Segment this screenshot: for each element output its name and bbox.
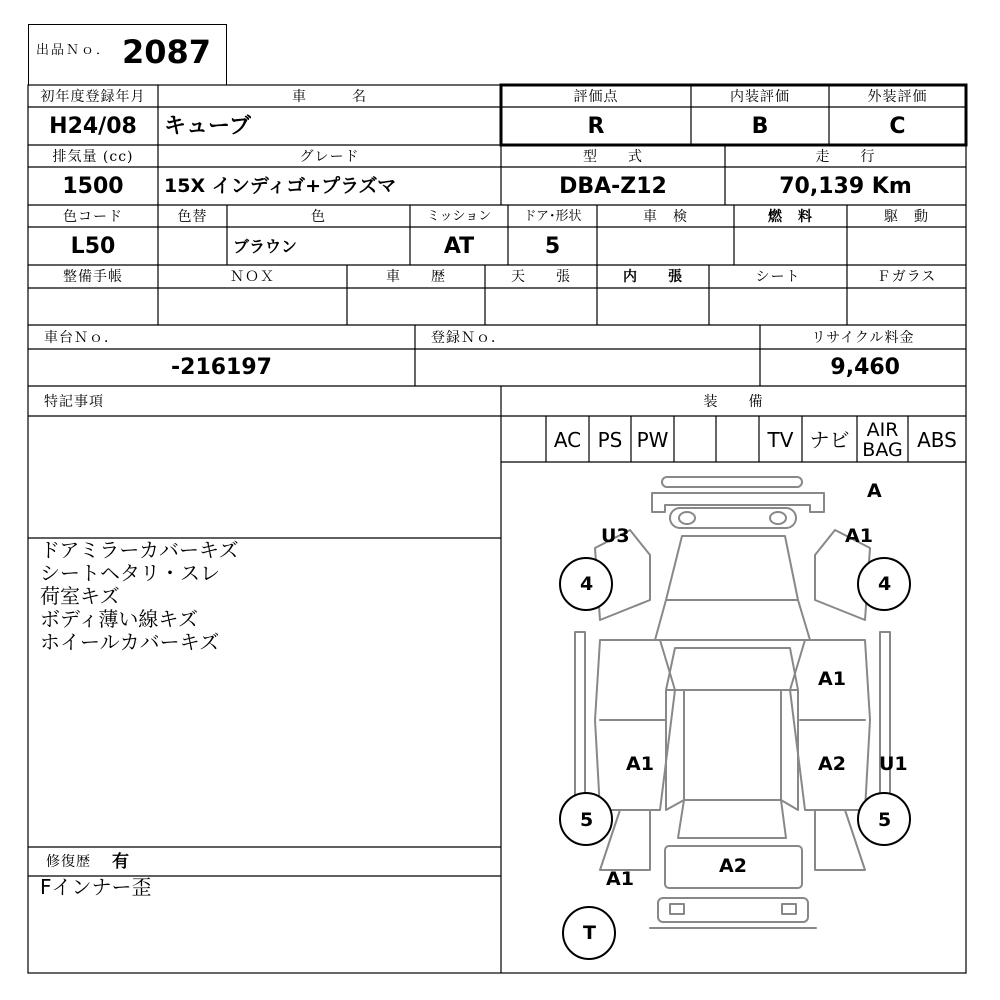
recycle-fee-label: リサイクル料金 (811, 329, 915, 346)
remark-item: ドアミラーカバーキズ (40, 538, 239, 562)
color-change-label: 色替 (177, 208, 208, 225)
recycle-fee-value: 9,460 (830, 355, 900, 380)
damage-front-right-fender: A1 (845, 525, 873, 547)
remark-item: ホイールカバーキズ (40, 630, 220, 654)
damage-spare-tire: T (583, 922, 596, 944)
equipment-ps: PS (597, 427, 623, 452)
car-name-label: 車 名 (292, 88, 367, 105)
drive-value (847, 228, 966, 265)
damage-right-rear-door: A2 (818, 753, 846, 775)
repair-history-label: 修復歴 (46, 854, 91, 870)
interior-trim-label: 内 張 (623, 269, 683, 285)
equipment-cell (501, 417, 546, 462)
interior-grade-value: B (751, 113, 769, 139)
color-code-value: L50 (70, 233, 116, 259)
vehicle-diagram (501, 462, 966, 973)
remark-item: シートヘタリ・スレ (40, 561, 220, 585)
mileage-value: 70,139 Km (779, 173, 912, 199)
seat-label: シート (755, 269, 801, 285)
equipment-pw: PW (636, 427, 669, 452)
nox-label: ＮＯＸ (230, 269, 275, 285)
vehicle-history-label: 車 歴 (386, 269, 446, 285)
grade-value: 15X インディゴ+プラズマ (164, 175, 397, 197)
score-label: 評価点 (573, 88, 619, 105)
model-code-value: DBA-Z12 (559, 173, 667, 199)
transmission-label: ミッション (426, 209, 492, 224)
color-change-value (158, 228, 227, 265)
equipment-abs: ABS (917, 427, 957, 452)
inspection-label: 車 検 (643, 208, 688, 225)
exterior-grade-label: 外装評価 (867, 88, 928, 105)
transmission-value: AT (443, 233, 475, 259)
door-shape-value: 5 (544, 233, 561, 259)
reg-date-label: 初年度登録年月 (40, 88, 146, 105)
drive-label: 駆 動 (884, 208, 929, 225)
interior-grade-label: 内装評価 (730, 88, 790, 105)
grade-label: グレード (299, 148, 360, 165)
equipment-ac: AC (553, 427, 582, 452)
car-name-value: キューブ (164, 113, 251, 139)
front-glass-label: Ｆガラス (876, 269, 937, 285)
color-code-label: 色コード (63, 208, 123, 225)
equipment-cell (716, 417, 759, 462)
damage-front-left-wheel: 4 (580, 573, 594, 595)
displacement-label: 排気量 (cc) (52, 148, 134, 165)
model-code-label: 型 式 (583, 148, 643, 165)
damage-rear-hatch: A2 (719, 855, 747, 877)
chassis-no-value: -216197 (171, 355, 272, 380)
color-label: 色 (311, 208, 326, 225)
damage-left-rear-door: A1 (626, 753, 654, 775)
roof-lining-label: 天 張 (511, 269, 571, 285)
displacement-value: 1500 (62, 173, 124, 199)
damage-rear-right-wheel: 5 (878, 809, 892, 831)
remarks-label: 特記事項 (44, 393, 104, 410)
registration-no-label: 登録Ｎｏ． (431, 329, 506, 346)
damage-rear-left-wheel: 5 (580, 809, 594, 831)
damage-right-rear-fender: U1 (879, 753, 908, 775)
mileage-label: 走 行 (815, 148, 876, 165)
repair-history-value: 有 (112, 851, 129, 872)
repair-note: Fインナー歪 (40, 875, 152, 899)
damage-rear-left-quarter: A1 (606, 868, 634, 890)
door-shape-label: ドア･形状 (523, 209, 582, 224)
equipment-cell (674, 417, 716, 462)
chassis-no-label: 車台Ｎｏ． (44, 329, 119, 346)
lot-label: 出品Ｎｏ． (36, 42, 112, 58)
damage-front-left-fender: U3 (601, 525, 630, 547)
color-value: ブラウン (233, 236, 298, 256)
equipment-tv: TV (767, 427, 794, 452)
inspection-value (597, 228, 734, 265)
maintenance-book-label: 整備手帳 (63, 269, 123, 285)
fuel-label: 燃 料 (768, 208, 813, 225)
exterior-grade-value: C (889, 113, 906, 139)
registration-no-value (415, 350, 760, 386)
remark-item: 荷室キズ (40, 584, 120, 608)
equipment-label: 装 備 (703, 393, 764, 410)
damage-right-front-door: A1 (818, 668, 846, 690)
score-value: R (587, 113, 605, 139)
damage-front-top: A (867, 480, 882, 502)
damage-front-right-wheel: 4 (878, 573, 892, 595)
reg-date-value: H24/08 (49, 113, 137, 139)
equipment-airbag: AIR BAG (862, 418, 903, 461)
equipment-navi: ナビ (809, 427, 850, 452)
lot-number: 2087 (122, 33, 212, 71)
remarks-list (40, 539, 495, 654)
fuel-value (734, 228, 847, 265)
remark-item: ボディ薄い線キズ (40, 607, 198, 631)
